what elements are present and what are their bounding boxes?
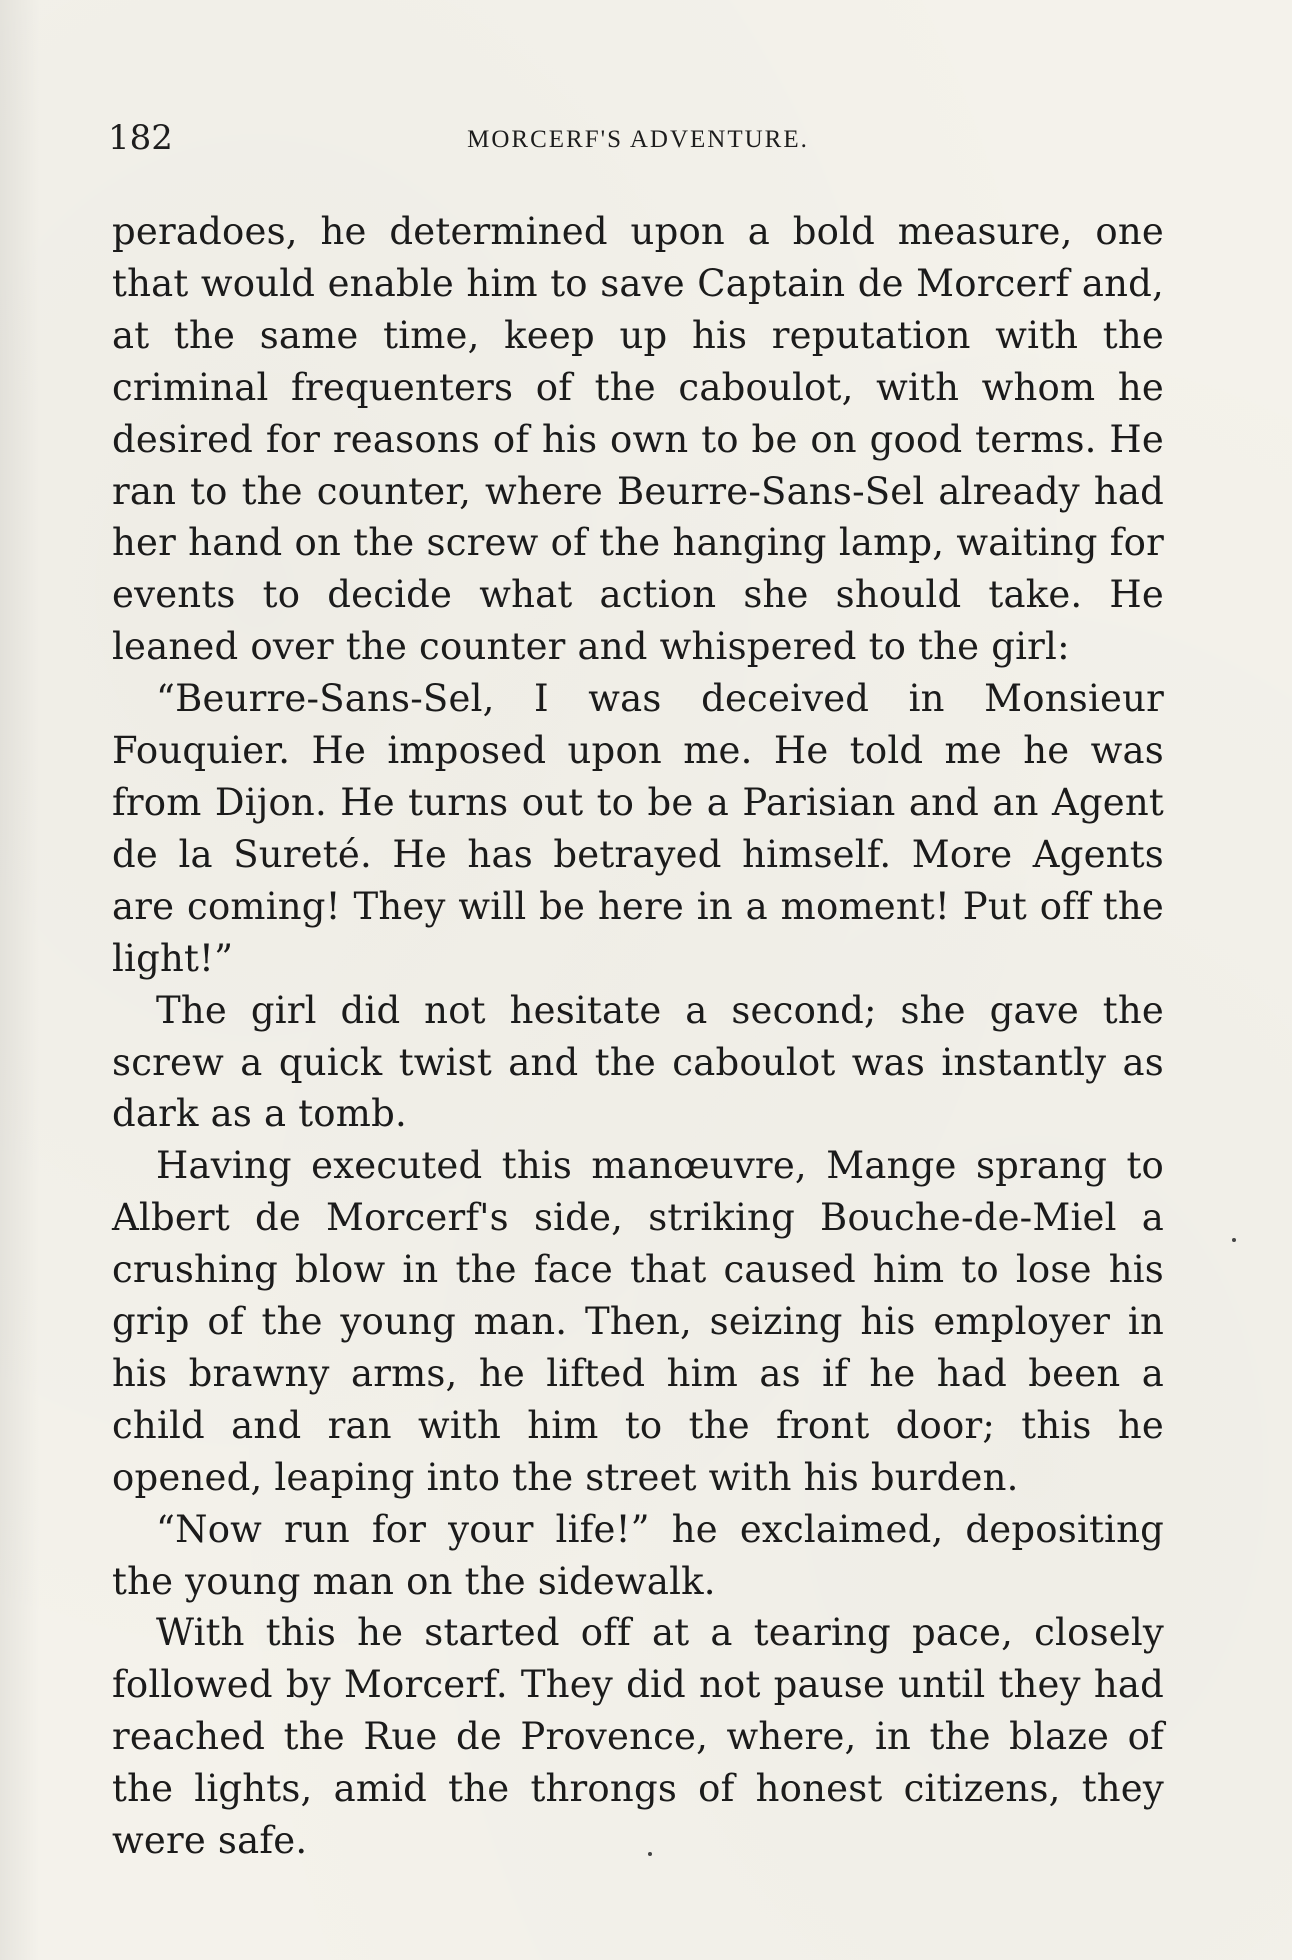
paragraph-4: Having executed this manœuvre, Mange sprang to Albert de Morcerf's side, striking Bouche-de-Miel a crushing blow in the face that caused him to lose his grip of the young man. Then, seizing his employer in his brawny arms, he lifted him as if he had been a child and ran with him to the front door; this he opened, leaping into the street with his burden. bbox=[112, 1144, 1164, 1499]
running-title: MORCERF'S ADVENTURE. bbox=[467, 126, 809, 153]
running-head bbox=[108, 118, 1168, 168]
paragraph-6: With this he started off at a tearing pace, closely followed by Morcerf. They did not pause until they had reached the Rue de Provence, where, in the blaze of the lights, amid the throngs of honest citizens, they were safe. bbox=[112, 1611, 1164, 1863]
paragraph-3: The girl did not hesitate a second; she gave the screw a quick twist and the caboulot was instantly as dark as a tomb. bbox=[112, 988, 1164, 1136]
ink-speck bbox=[1232, 1238, 1236, 1242]
paragraph-1: peradoes, he determined upon a bold measure, one that would enable him to save Captain de Morcerf and, at the same time, keep up his reputation with the criminal frequenters of the caboulot, with whom he desired for reasons of his own to be on good terms. He ran to the counter, where Beurre-Sans-Sel already had her hand on the screw of the hanging lamp, waiting for events to decide what action she should take. He leaned over the counter and whispered to the girl: bbox=[112, 210, 1164, 669]
ink-speck bbox=[648, 1852, 652, 1856]
paragraph-5: “Now run for your life!” he exclaimed, depositing the young man on the sidewalk. bbox=[112, 1507, 1164, 1603]
page-number: 182 bbox=[108, 118, 173, 158]
paragraph-2: “Beurre-Sans-Sel, I was deceived in Monsieur Fouquier. He imposed upon me. He told me he was from Dijon. He turns out to be a Parisian and an Agent de la Sureté. He has betrayed himself. More Agents are coming! They will be here in a moment! Put off the light!” bbox=[112, 677, 1164, 980]
body-text bbox=[112, 206, 1164, 1867]
page-edge-shadow bbox=[0, 0, 40, 1960]
